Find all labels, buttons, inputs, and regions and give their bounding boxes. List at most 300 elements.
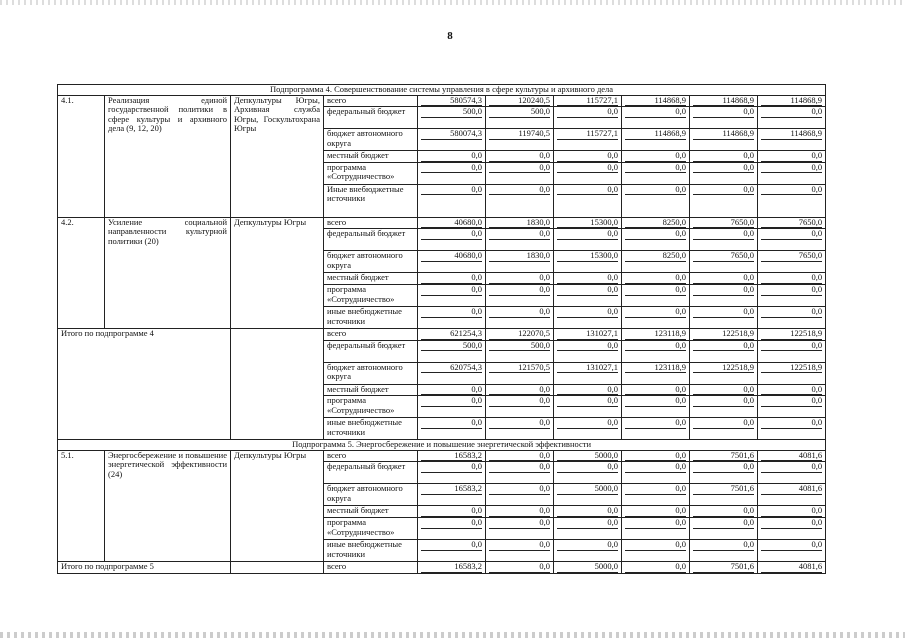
amount-cell <box>690 273 758 285</box>
amount-cell <box>554 251 622 273</box>
amount-cell <box>622 217 690 229</box>
amount-cell <box>622 129 690 151</box>
amount-cell <box>554 217 622 229</box>
amount-value: 123118,9 <box>625 363 686 374</box>
amount-value: 0,0 <box>693 518 754 529</box>
amount-value: 0,0 <box>421 418 482 429</box>
amount-value: 0,0 <box>557 273 618 284</box>
funding-source: иные внебюджетные источники <box>324 539 418 561</box>
amount-value: 0,0 <box>625 540 686 551</box>
amount-value: 115727,1 <box>557 96 618 107</box>
amount-value: 0,0 <box>557 185 618 196</box>
amount-cell <box>622 306 690 328</box>
amount-value: 0,0 <box>761 385 822 396</box>
subtotal-executor <box>231 561 324 573</box>
amount-value: 0,0 <box>489 396 550 407</box>
amount-cell <box>554 418 622 440</box>
subtotal-label: Итого по подпрограмме 5 <box>58 561 231 573</box>
amount-value: 16583,2 <box>421 451 482 462</box>
amount-cell <box>486 484 554 506</box>
amount-value: 114868,9 <box>625 96 686 107</box>
amount-value: 620754,3 <box>421 363 482 374</box>
amount-cell <box>622 539 690 561</box>
amount-value: 15300,0 <box>557 251 618 262</box>
amount-cell <box>690 561 758 573</box>
amount-cell <box>622 384 690 396</box>
amount-value: 0,0 <box>625 396 686 407</box>
amount-value: 0,0 <box>625 341 686 352</box>
amount-value: 114868,9 <box>625 129 686 140</box>
item-number: 4.1. <box>58 95 105 217</box>
amount-value: 40680,0 <box>421 251 482 262</box>
amount-cell <box>690 306 758 328</box>
amount-cell <box>486 506 554 518</box>
amount-cell <box>758 506 826 518</box>
amount-value: 0,0 <box>625 462 686 473</box>
amount-cell <box>690 95 758 107</box>
amount-value: 16583,2 <box>421 484 482 495</box>
amount-cell <box>690 229 758 251</box>
table-row <box>58 95 826 107</box>
amount-cell <box>622 151 690 163</box>
amount-cell <box>486 517 554 539</box>
funding-source: федеральный бюджет <box>324 229 418 251</box>
amount-cell <box>690 251 758 273</box>
amount-value: 500,0 <box>421 107 482 118</box>
scan-edge-bottom <box>0 632 905 638</box>
amount-cell <box>486 396 554 418</box>
amount-value: 0,0 <box>693 540 754 551</box>
funding-source: бюджет автономного округа <box>324 129 418 151</box>
amount-value: 8250,0 <box>625 251 686 262</box>
subtotal-executor <box>231 328 324 439</box>
funding-source: программа «Сотрудничество» <box>324 162 418 184</box>
amount-cell <box>554 362 622 384</box>
amount-cell <box>418 396 486 418</box>
item-name: Усиление социальной направленности культурной политики (20) <box>105 217 231 328</box>
amount-cell <box>486 362 554 384</box>
amount-cell <box>758 539 826 561</box>
amount-value: 0,0 <box>761 285 822 296</box>
amount-value: 0,0 <box>421 518 482 529</box>
amount-cell <box>418 328 486 340</box>
amount-cell <box>554 450 622 462</box>
amount-value: 0,0 <box>625 151 686 162</box>
amount-value: 0,0 <box>761 506 822 517</box>
amount-cell <box>690 217 758 229</box>
amount-cell <box>554 384 622 396</box>
amount-value: 122518,9 <box>761 363 822 374</box>
scan-edge-top <box>0 0 905 5</box>
amount-cell <box>486 462 554 484</box>
amount-cell <box>622 162 690 184</box>
amount-value: 0,0 <box>693 107 754 118</box>
amount-value: 0,0 <box>557 396 618 407</box>
amount-value: 121570,5 <box>489 363 550 374</box>
item-number: 5.1. <box>58 450 105 561</box>
amount-cell <box>758 129 826 151</box>
amount-value: 0,0 <box>489 518 550 529</box>
amount-value: 1830,0 <box>489 251 550 262</box>
amount-cell <box>758 229 826 251</box>
subtotal-label: Итого по подпрограмме 4 <box>58 328 231 439</box>
amount-value: 16583,2 <box>421 562 482 573</box>
amount-value: 580074,3 <box>421 129 482 140</box>
amount-cell <box>554 561 622 573</box>
amount-value: 0,0 <box>421 163 482 174</box>
amount-cell <box>690 340 758 362</box>
amount-value: 0,0 <box>625 518 686 529</box>
funding-source: иные внебюджетные источники <box>324 418 418 440</box>
amount-cell <box>690 129 758 151</box>
item-executor: Депкультуры Югры, Архивная служба Югры, Госкультохрана Югры <box>231 95 324 217</box>
amount-cell <box>758 462 826 484</box>
amount-cell <box>758 306 826 328</box>
amount-value: 114868,9 <box>761 96 822 107</box>
amount-cell <box>690 151 758 163</box>
amount-cell <box>418 450 486 462</box>
funding-source: Иные внебюджетные источники <box>324 184 418 217</box>
amount-value: 0,0 <box>421 273 482 284</box>
amount-value: 5000,0 <box>557 484 618 495</box>
amount-value: 0,0 <box>761 418 822 429</box>
amount-value: 0,0 <box>489 506 550 517</box>
amount-value: 7650,0 <box>693 218 754 229</box>
item-executor: Депкультуры Югры <box>231 450 324 561</box>
amount-value: 131027,1 <box>557 363 618 374</box>
amount-value: 4081,6 <box>761 451 822 462</box>
amount-value: 1830,0 <box>489 218 550 229</box>
amount-value: 0,0 <box>625 506 686 517</box>
funding-source: всего <box>324 217 418 229</box>
amount-cell <box>758 396 826 418</box>
funding-source: программа «Сотрудничество» <box>324 517 418 539</box>
amount-cell <box>758 484 826 506</box>
funding-source: бюджет автономного округа <box>324 484 418 506</box>
amount-cell <box>418 129 486 151</box>
amount-value: 0,0 <box>761 396 822 407</box>
item-name: Реализация единой государственной политики в сфере культуры и архивного дела (9, 12, 20) <box>105 95 231 217</box>
funding-source: бюджет автономного округа <box>324 251 418 273</box>
page-number: 8 <box>447 30 453 42</box>
amount-value: 0,0 <box>489 185 550 196</box>
amount-cell <box>758 107 826 129</box>
amount-cell <box>758 184 826 217</box>
amount-cell <box>758 284 826 306</box>
amount-cell <box>554 95 622 107</box>
amount-cell <box>554 306 622 328</box>
amount-cell <box>622 561 690 573</box>
subprogram-header: Подпрограмма 4. Совершенствование системы управления в сфере культуры и архивного дела <box>58 85 826 96</box>
amount-cell <box>690 450 758 462</box>
amount-cell <box>418 517 486 539</box>
amount-value: 0,0 <box>489 562 550 573</box>
amount-value: 122518,9 <box>761 329 822 340</box>
amount-cell <box>418 561 486 573</box>
amount-value: 0,0 <box>489 418 550 429</box>
amount-cell <box>758 217 826 229</box>
amount-cell <box>690 539 758 561</box>
amount-value: 7501,6 <box>693 562 754 573</box>
amount-cell <box>418 340 486 362</box>
amount-value: 0,0 <box>557 540 618 551</box>
amount-value: 500,0 <box>489 107 550 118</box>
amount-value: 0,0 <box>489 540 550 551</box>
amount-cell <box>554 539 622 561</box>
amount-value: 122070,5 <box>489 329 550 340</box>
amount-cell <box>758 517 826 539</box>
amount-value: 7650,0 <box>693 251 754 262</box>
amount-cell <box>418 273 486 285</box>
amount-cell <box>418 162 486 184</box>
amount-cell <box>554 184 622 217</box>
amount-value: 0,0 <box>693 307 754 318</box>
amount-cell <box>758 418 826 440</box>
amount-value: 4081,6 <box>761 484 822 495</box>
amount-value: 0,0 <box>489 163 550 174</box>
funding-source: федеральный бюджет <box>324 107 418 129</box>
amount-value: 0,0 <box>761 185 822 196</box>
amount-cell <box>418 284 486 306</box>
amount-cell <box>622 229 690 251</box>
amount-cell <box>758 251 826 273</box>
amount-cell <box>758 340 826 362</box>
amount-cell <box>622 517 690 539</box>
amount-value: 0,0 <box>489 307 550 318</box>
amount-value: 0,0 <box>421 396 482 407</box>
amount-cell <box>486 129 554 151</box>
amount-cell <box>554 151 622 163</box>
amount-cell <box>622 418 690 440</box>
amount-cell <box>486 539 554 561</box>
amount-cell <box>486 418 554 440</box>
amount-value: 0,0 <box>761 518 822 529</box>
amount-value: 0,0 <box>557 518 618 529</box>
amount-cell <box>486 284 554 306</box>
amount-value: 0,0 <box>625 185 686 196</box>
amount-cell <box>486 384 554 396</box>
funding-source: федеральный бюджет <box>324 462 418 484</box>
amount-value: 0,0 <box>761 341 822 352</box>
amount-cell <box>690 384 758 396</box>
amount-cell <box>486 162 554 184</box>
item-name: Энергосбережение и повышение энергетической эффективности (24) <box>105 450 231 561</box>
amount-value: 0,0 <box>625 385 686 396</box>
amount-value: 0,0 <box>557 307 618 318</box>
amount-cell <box>554 328 622 340</box>
amount-value: 0,0 <box>693 285 754 296</box>
amount-value: 0,0 <box>693 341 754 352</box>
amount-value: 0,0 <box>625 107 686 118</box>
amount-value: 0,0 <box>421 307 482 318</box>
amount-cell <box>554 506 622 518</box>
amount-cell <box>486 217 554 229</box>
funding-source: местный бюджет <box>324 506 418 518</box>
item-number: 4.2. <box>58 217 105 328</box>
amount-value: 0,0 <box>489 273 550 284</box>
amount-value: 0,0 <box>761 540 822 551</box>
amount-cell <box>622 362 690 384</box>
amount-cell <box>486 107 554 129</box>
amount-cell <box>418 484 486 506</box>
amount-value: 5000,0 <box>557 451 618 462</box>
amount-cell <box>418 107 486 129</box>
funding-source: всего <box>324 450 418 462</box>
amount-value: 120240,5 <box>489 96 550 107</box>
amount-value: 0,0 <box>693 151 754 162</box>
funding-source: местный бюджет <box>324 151 418 163</box>
amount-cell <box>418 418 486 440</box>
amount-cell <box>554 284 622 306</box>
amount-value: 0,0 <box>625 285 686 296</box>
amount-value: 7650,0 <box>761 251 822 262</box>
amount-cell <box>554 396 622 418</box>
amount-value: 40680,0 <box>421 218 482 229</box>
funding-source: местный бюджет <box>324 273 418 285</box>
amount-cell <box>690 517 758 539</box>
amount-value: 0,0 <box>421 185 482 196</box>
amount-cell <box>486 229 554 251</box>
table-row <box>58 561 826 573</box>
amount-value: 0,0 <box>557 107 618 118</box>
table-row <box>58 217 826 229</box>
amount-cell <box>758 561 826 573</box>
amount-value: 0,0 <box>557 285 618 296</box>
amount-cell <box>486 328 554 340</box>
funding-source: всего <box>324 328 418 340</box>
amount-cell <box>758 362 826 384</box>
amount-cell <box>690 162 758 184</box>
amount-value: 115727,1 <box>557 129 618 140</box>
amount-cell <box>622 506 690 518</box>
amount-cell <box>690 284 758 306</box>
amount-cell <box>554 229 622 251</box>
amount-value: 0,0 <box>625 273 686 284</box>
amount-cell <box>418 184 486 217</box>
amount-value: 0,0 <box>557 151 618 162</box>
funding-source: бюджет автономного округа <box>324 362 418 384</box>
amount-cell <box>690 418 758 440</box>
amount-value: 0,0 <box>421 506 482 517</box>
amount-cell <box>622 184 690 217</box>
amount-value: 0,0 <box>489 451 550 462</box>
funding-source: местный бюджет <box>324 384 418 396</box>
amount-value: 0,0 <box>761 307 822 318</box>
amount-cell <box>690 462 758 484</box>
amount-value: 0,0 <box>625 484 686 495</box>
amount-cell <box>554 484 622 506</box>
amount-cell <box>622 396 690 418</box>
amount-value: 7650,0 <box>761 218 822 229</box>
amount-value: 0,0 <box>625 229 686 240</box>
amount-cell <box>622 484 690 506</box>
amount-value: 0,0 <box>625 562 686 573</box>
item-executor: Депкультуры Югры <box>231 217 324 328</box>
amount-value: 122518,9 <box>693 363 754 374</box>
amount-value: 0,0 <box>489 229 550 240</box>
amount-value: 15300,0 <box>557 218 618 229</box>
amount-cell <box>486 340 554 362</box>
amount-value: 0,0 <box>557 385 618 396</box>
amount-cell <box>690 484 758 506</box>
amount-value: 0,0 <box>557 341 618 352</box>
funding-source: программа «Сотрудничество» <box>324 396 418 418</box>
amount-cell <box>418 384 486 396</box>
amount-value: 0,0 <box>557 163 618 174</box>
amount-value: 0,0 <box>489 462 550 473</box>
amount-value: 114868,9 <box>761 129 822 140</box>
amount-cell <box>690 184 758 217</box>
funding-source: всего <box>324 561 418 573</box>
amount-value: 0,0 <box>421 462 482 473</box>
amount-value: 7501,6 <box>693 451 754 462</box>
amount-value: 621254,3 <box>421 329 482 340</box>
amount-cell <box>418 462 486 484</box>
amount-cell <box>690 506 758 518</box>
amount-cell <box>486 450 554 462</box>
amount-value: 0,0 <box>557 229 618 240</box>
amount-cell <box>418 506 486 518</box>
amount-cell <box>418 306 486 328</box>
amount-cell <box>418 217 486 229</box>
amount-value: 0,0 <box>625 307 686 318</box>
amount-cell <box>418 229 486 251</box>
amount-value: 114868,9 <box>693 96 754 107</box>
amount-value: 0,0 <box>693 418 754 429</box>
amount-value: 0,0 <box>421 229 482 240</box>
table-row <box>58 328 826 340</box>
amount-cell <box>690 328 758 340</box>
amount-cell <box>758 162 826 184</box>
amount-value: 0,0 <box>489 285 550 296</box>
amount-cell <box>622 284 690 306</box>
amount-cell <box>622 251 690 273</box>
funding-source: всего <box>324 95 418 107</box>
amount-cell <box>554 273 622 285</box>
amount-cell <box>554 462 622 484</box>
subprogram-header-row <box>58 85 826 96</box>
amount-cell <box>554 107 622 129</box>
amount-value: 0,0 <box>761 163 822 174</box>
amount-value: 8250,0 <box>625 218 686 229</box>
amount-cell <box>486 273 554 285</box>
amount-value: 0,0 <box>557 462 618 473</box>
amount-cell <box>622 95 690 107</box>
amount-value: 4081,6 <box>761 562 822 573</box>
amount-value: 114868,9 <box>693 129 754 140</box>
amount-cell <box>486 306 554 328</box>
amount-value: 580574,3 <box>421 96 482 107</box>
amount-value: 123118,9 <box>625 329 686 340</box>
amount-cell <box>622 462 690 484</box>
amount-value: 0,0 <box>693 462 754 473</box>
amount-value: 0,0 <box>761 462 822 473</box>
amount-cell <box>418 539 486 561</box>
amount-cell <box>622 340 690 362</box>
amount-value: 0,0 <box>761 273 822 284</box>
amount-value: 5000,0 <box>557 562 618 573</box>
amount-value: 500,0 <box>421 341 482 352</box>
amount-cell <box>554 340 622 362</box>
amount-value: 0,0 <box>761 151 822 162</box>
amount-value: 0,0 <box>693 273 754 284</box>
amount-value: 0,0 <box>421 285 482 296</box>
amount-cell <box>418 362 486 384</box>
amount-value: 0,0 <box>693 229 754 240</box>
subprogram-header: Подпрограмма 5. Энергосбережение и повышение энергетической эффективности <box>58 440 826 451</box>
amount-cell <box>622 273 690 285</box>
amount-value: 0,0 <box>557 418 618 429</box>
